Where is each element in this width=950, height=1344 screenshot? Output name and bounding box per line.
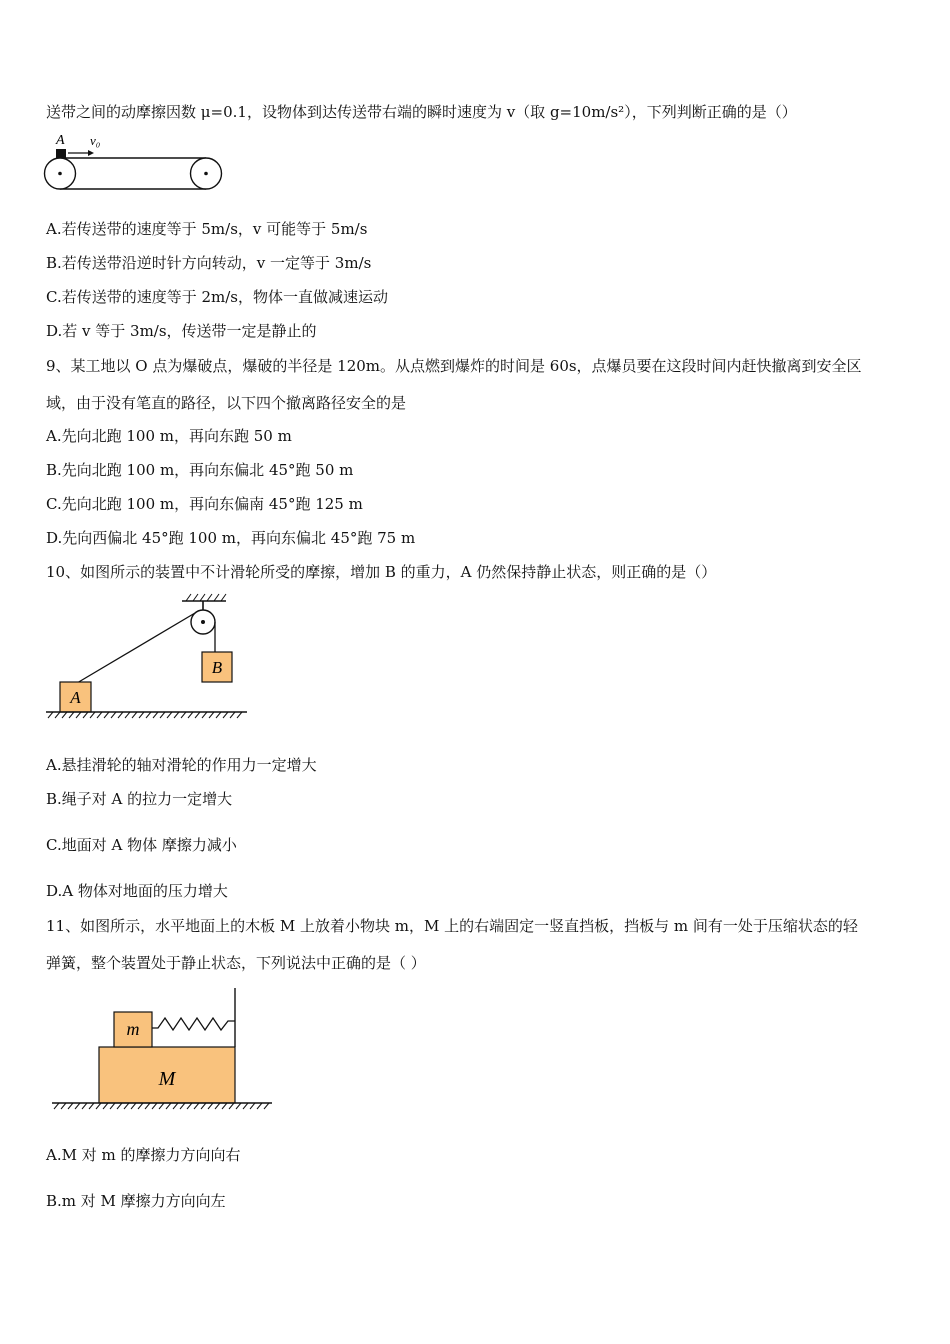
q8-option-c: C.若传送带的速度等于 2m/s，物体一直做减速运动 xyxy=(46,288,388,306)
q9-option-c: C.先向北跑 100 m，再向东偏南 45°跑 125 m xyxy=(46,495,363,513)
q9-stem-line2: 域，由于没有笔直的路径，以下四个撤离路径安全的是 xyxy=(46,394,407,412)
q8-option-d: D.若 v 等于 3m/s，传送带一定是静止的 xyxy=(46,322,317,340)
board-spring-figure xyxy=(50,985,280,1117)
spring xyxy=(152,1018,235,1030)
label-a: A xyxy=(56,133,65,148)
q8-option-b: B.若传送带沿逆时针方向转动，v 一定等于 3m/s xyxy=(46,254,372,272)
q8-option-a: A.若传送带的速度等于 5m/s，v 可能等于 5m/s xyxy=(46,220,368,238)
q10-option-b: B.绳子对 A 的拉力一定增大 xyxy=(46,790,233,808)
q10-option-d: D.A 物体对地面的压力增大 xyxy=(46,882,228,900)
q10-option-c: C.地面对 A 物体 摩擦力减小 xyxy=(46,836,237,854)
q10-option-a: A.悬挂滑轮的轴对滑轮的作用力一定增大 xyxy=(46,756,317,774)
label-small-m: m xyxy=(126,1019,140,1039)
q9-option-d: D.先向西偏北 45°跑 100 m，再向东偏北 45°跑 75 m xyxy=(46,529,416,547)
label-big-m: M xyxy=(158,1068,176,1090)
label-v0: v₀ xyxy=(90,133,101,148)
q11-stem-line1: 11、如图所示，水平地面上的木板 M 上放着小物块 m，M 上的右端固定一竖直挡板，挡板与 m 间有一处于压缩状态的轻 xyxy=(46,917,858,935)
q9-stem-line1: 9、某工地以 O 点为爆破点，爆破的半径是 120m。从点燃到爆炸的时间是 60s，点爆员要在这段时间内赶快撤离到安全区 xyxy=(46,357,862,375)
pulley-figure xyxy=(44,590,254,725)
label-b: B xyxy=(211,658,223,677)
q10-stem: 10、如图所示的装置中不计滑轮所受的摩擦，增加 B 的重力，A 仍然保持静止状态，则正确的是（） xyxy=(46,563,717,581)
label-a: A xyxy=(70,688,81,707)
q11-option-b: B.m 对 M 摩擦力方向向左 xyxy=(46,1192,226,1210)
q8-stem: 送带之间的动摩擦因数 μ=0.1，设物体到达传送带右端的瞬时速度为 v（取 g=10m/s²），下列判断正确的是（） xyxy=(46,103,797,121)
q9-option-b: B.先向北跑 100 m，再向东偏北 45°跑 50 m xyxy=(46,461,354,479)
q11-option-a: A.M 对 m 的摩擦力方向向右 xyxy=(46,1146,241,1164)
block-a xyxy=(56,149,66,158)
conveyor-belt-figure xyxy=(40,130,230,194)
q11-stem-line2: 弹簧，整个装置处于静止状态，下列说法中正确的是（ ） xyxy=(46,954,426,972)
q9-option-a: A.先向北跑 100 m，再向东跑 50 m xyxy=(46,427,292,445)
